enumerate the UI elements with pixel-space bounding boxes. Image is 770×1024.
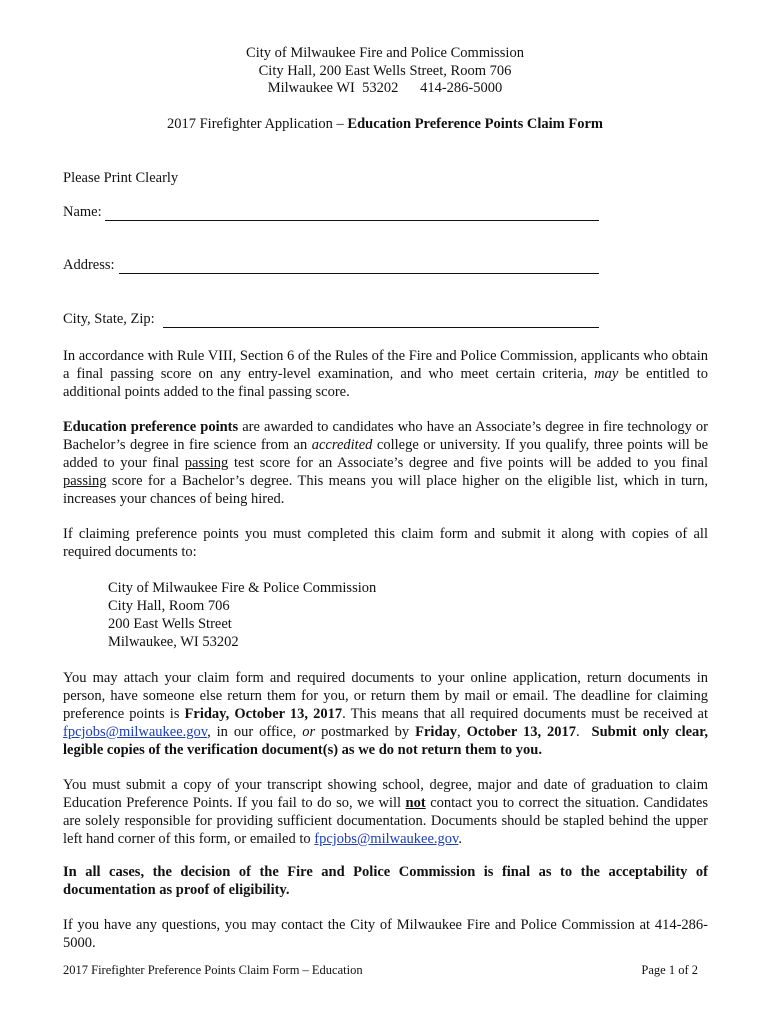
para4-text-e: postmarked by [315, 724, 416, 740]
para2-underline-2: passing [63, 473, 107, 489]
para5-text-a: You must submit a copy of your transcript showing school, degree, major and date of graduation to claim Education Preference Points. If you fail to do so, we will [63, 777, 708, 811]
para5-bold-not: not [405, 795, 426, 811]
footer-title: 2017 Firefighter Preference Points Claim Form – Education [63, 963, 363, 977]
paragraph-questions: If you have any questions, you may contact the City of Milwaukee Fire and Police Commission at 414-286-5000. [63, 917, 708, 951]
paragraph-rule-viii [63, 347, 708, 401]
para2-text-a: are awarded to candidates who have an Associate’s degree in fire technology or Bachelor’s degree in fire science from an [63, 419, 708, 453]
city-state-zip-line[interactable] [163, 313, 599, 328]
para1-italic: may [594, 366, 619, 382]
paragraph-transcript [63, 776, 708, 848]
para2-underline-1: passing [184, 455, 229, 471]
para5-text-d: . [458, 831, 462, 847]
para2-bold: Education preference points [63, 419, 239, 435]
paragraph-preference-points [63, 418, 708, 508]
mailing-address-line2: City Hall, Room 706 [108, 598, 230, 614]
page-footer [63, 963, 698, 978]
name-label: Name: [63, 204, 102, 220]
form-title [0, 116, 770, 133]
letterhead-line1: City of Milwaukee Fire and Police Commission [246, 45, 524, 61]
page-number: Page 1 of 2 [641, 963, 698, 977]
form-title-bold: Education Preference Points Claim Form [347, 116, 603, 132]
name-line[interactable] [105, 206, 599, 221]
mailing-address-line1: City of Milwaukee Fire & Police Commission [108, 580, 377, 596]
address-field[interactable] [63, 257, 599, 274]
mailing-address [108, 579, 376, 651]
para1-text-a: In accordance with Rule VIII, Section 6 of the Rules of the Fire and Police Commission, applicants who obtain a final passing score on any entry-level examination, and who meet certain criteria, [63, 348, 708, 382]
para4-text-g: . [576, 724, 592, 740]
para2-text-b: college or university. If you qualify, three points will be added to your final [63, 437, 708, 471]
para2-text-d: score for a Bachelor’s degree. This means you will place higher on the eligible list, which in turn, increases your chances of being hired. [63, 473, 708, 507]
form-title-prefix: 2017 Firefighter Application – [166, 116, 348, 132]
para4-text-a: You may attach your claim form and required documents to your online application, return documents in person, have someone else return them for you, or return them by mail or email. The deadline for claiming preference points is [63, 670, 708, 722]
email-link-2[interactable]: fpcjobs@milwaukee.gov [314, 831, 459, 847]
email-link[interactable]: fpcjobs@milwaukee.gov [63, 724, 208, 740]
print-clearly-note: Please Print Clearly [63, 170, 179, 186]
para4-text-f: , [457, 724, 467, 740]
para4-deadline-date: Friday, October 13, 2017 [184, 706, 343, 722]
paragraph-final-decision: In all cases, the decision of the Fire and Police Commission is final as to the acceptability of documentation as proof of eligibility. [63, 864, 708, 898]
para1-text-c: be entitled to additional points added to the final passing score. [63, 366, 709, 400]
para2-text-c: test score for an Associate’s degree and five points will be added to you final [228, 455, 708, 471]
para4-text-c: . This means that all required documents must be received at [342, 706, 708, 722]
para2-italic: accredited [311, 437, 373, 453]
letterhead-line3: Milwaukee WI 53202 414-286-5000 [267, 80, 503, 96]
city-state-zip-field[interactable] [63, 311, 599, 328]
name-field[interactable] [63, 204, 599, 221]
para5-text-c: contact you to correct the situation. Candidates are solely responsible for providing sufficient documentation. Documents should be stapled behind the upper left hand corner of this form, or emailed to [63, 795, 708, 847]
letterhead [0, 45, 770, 98]
mailing-address-line3: 200 East Wells Street [108, 616, 232, 632]
city-state-zip-label: City, State, Zip: [63, 311, 155, 327]
address-line[interactable] [119, 259, 599, 274]
paragraph-deadline [63, 669, 708, 759]
paragraph-claim-instructions: If claiming preference points you must completed this claim form and submit it along with copies of all required documents to: [63, 526, 708, 560]
para4-bold-date: October 13, 2017 [466, 724, 577, 740]
address-label: Address: [63, 257, 115, 273]
para4-bold-day: Friday [415, 724, 458, 740]
para4-submit-notice: Submit only clear, legible copies of the verification document(s) as we do not return them to you. [63, 724, 709, 758]
letterhead-line2: City Hall, 200 East Wells Street, Room 706 [258, 62, 512, 79]
para4-italic: or [302, 724, 316, 740]
para4-text-d: , in our office, [207, 724, 303, 740]
mailing-address-line4: Milwaukee, WI 53202 [108, 634, 239, 650]
